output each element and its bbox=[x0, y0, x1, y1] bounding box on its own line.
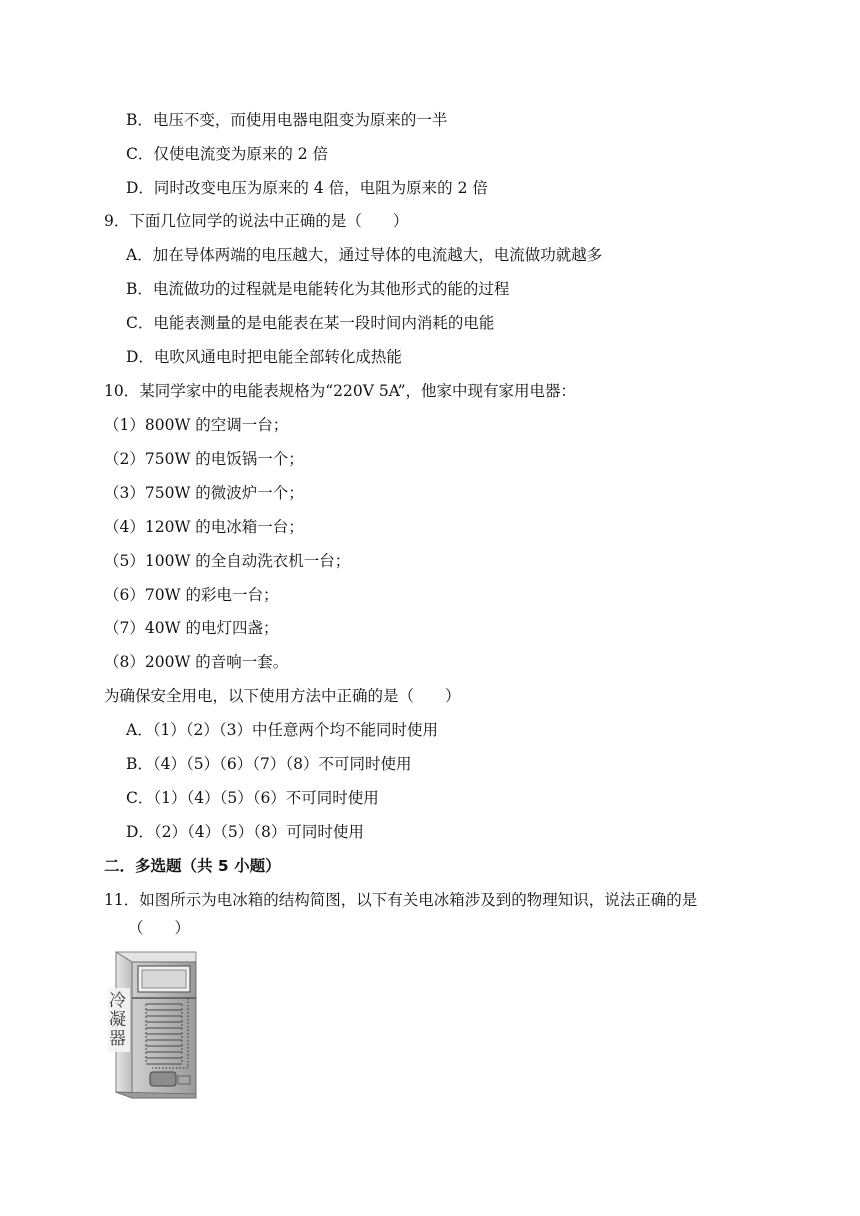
q8-option-b: B．电压不变，而使用电器电阻变为原来的一半 bbox=[126, 111, 448, 129]
q10-stem: 10．某同学家中的电能表规格为“220V 5A”，他家中现有家用电器： bbox=[104, 382, 577, 400]
refrigerator-figure bbox=[106, 948, 206, 1100]
q10-item-1: （1）800W 的空调一台； bbox=[104, 416, 289, 434]
q10-item-6: （6）70W 的彩电一台； bbox=[104, 586, 279, 604]
section-heading: 二．多选题（共 5 小题） bbox=[104, 857, 281, 875]
q9-option-a: A．加在导体两端的电压越大，通过导体的电流越大，电流做功就越多 bbox=[126, 246, 603, 264]
q10-item-8: （8）200W 的音响一套。 bbox=[104, 653, 289, 671]
q10-option-a: A．（1）（2）（3）中任意两个均不能同时使用 bbox=[126, 721, 439, 739]
q10-question: 为确保安全用电，以下使用方法中正确的是（ ） bbox=[104, 687, 461, 705]
q11-answer-blank: （ ） bbox=[128, 919, 191, 937]
q10-item-5: （5）100W 的全自动洗衣机一台； bbox=[104, 552, 351, 570]
q10-option-d: D．（2）（4）（5）（8）可同时使用 bbox=[126, 823, 364, 841]
q9-option-c: C．电能表测量的是电能表在某一段时间内消耗的电能 bbox=[126, 314, 495, 332]
q10-item-3: （3）750W 的微波炉一个； bbox=[104, 484, 304, 502]
q10-item-2: （2）750W 的电饭锅一个； bbox=[104, 450, 304, 468]
q10-item-4: （4）120W 的电冰箱一台； bbox=[104, 518, 304, 536]
q9-option-d: D．电吹风通电时把电能全部转化成热能 bbox=[126, 348, 402, 366]
condenser-label: 冷凝器 bbox=[109, 991, 126, 1049]
q9-option-b: B．电流做功的过程就是电能转化为其他形式的能的过程 bbox=[126, 280, 510, 298]
q10-option-c: C．（1）（4）（5）（6）不可同时使用 bbox=[126, 789, 379, 807]
q11-stem: 11．如图所示为电冰箱的结构简图，以下有关电冰箱涉及到的物理知识，说法正确的是 bbox=[104, 891, 698, 909]
q10-option-b: B．（4）（5）（6）（7）（8）不可同时使用 bbox=[126, 755, 412, 773]
q8-option-c: C．仅使电流变为原来的 2 倍 bbox=[126, 145, 329, 163]
q8-option-d: D．同时改变电压为原来的 4 倍，电阻为原来的 2 倍 bbox=[126, 179, 488, 197]
q10-item-7: （7）40W 的电灯四盏； bbox=[104, 619, 279, 637]
q9-stem: 9．下面几位同学的说法中正确的是（ ） bbox=[104, 212, 409, 230]
